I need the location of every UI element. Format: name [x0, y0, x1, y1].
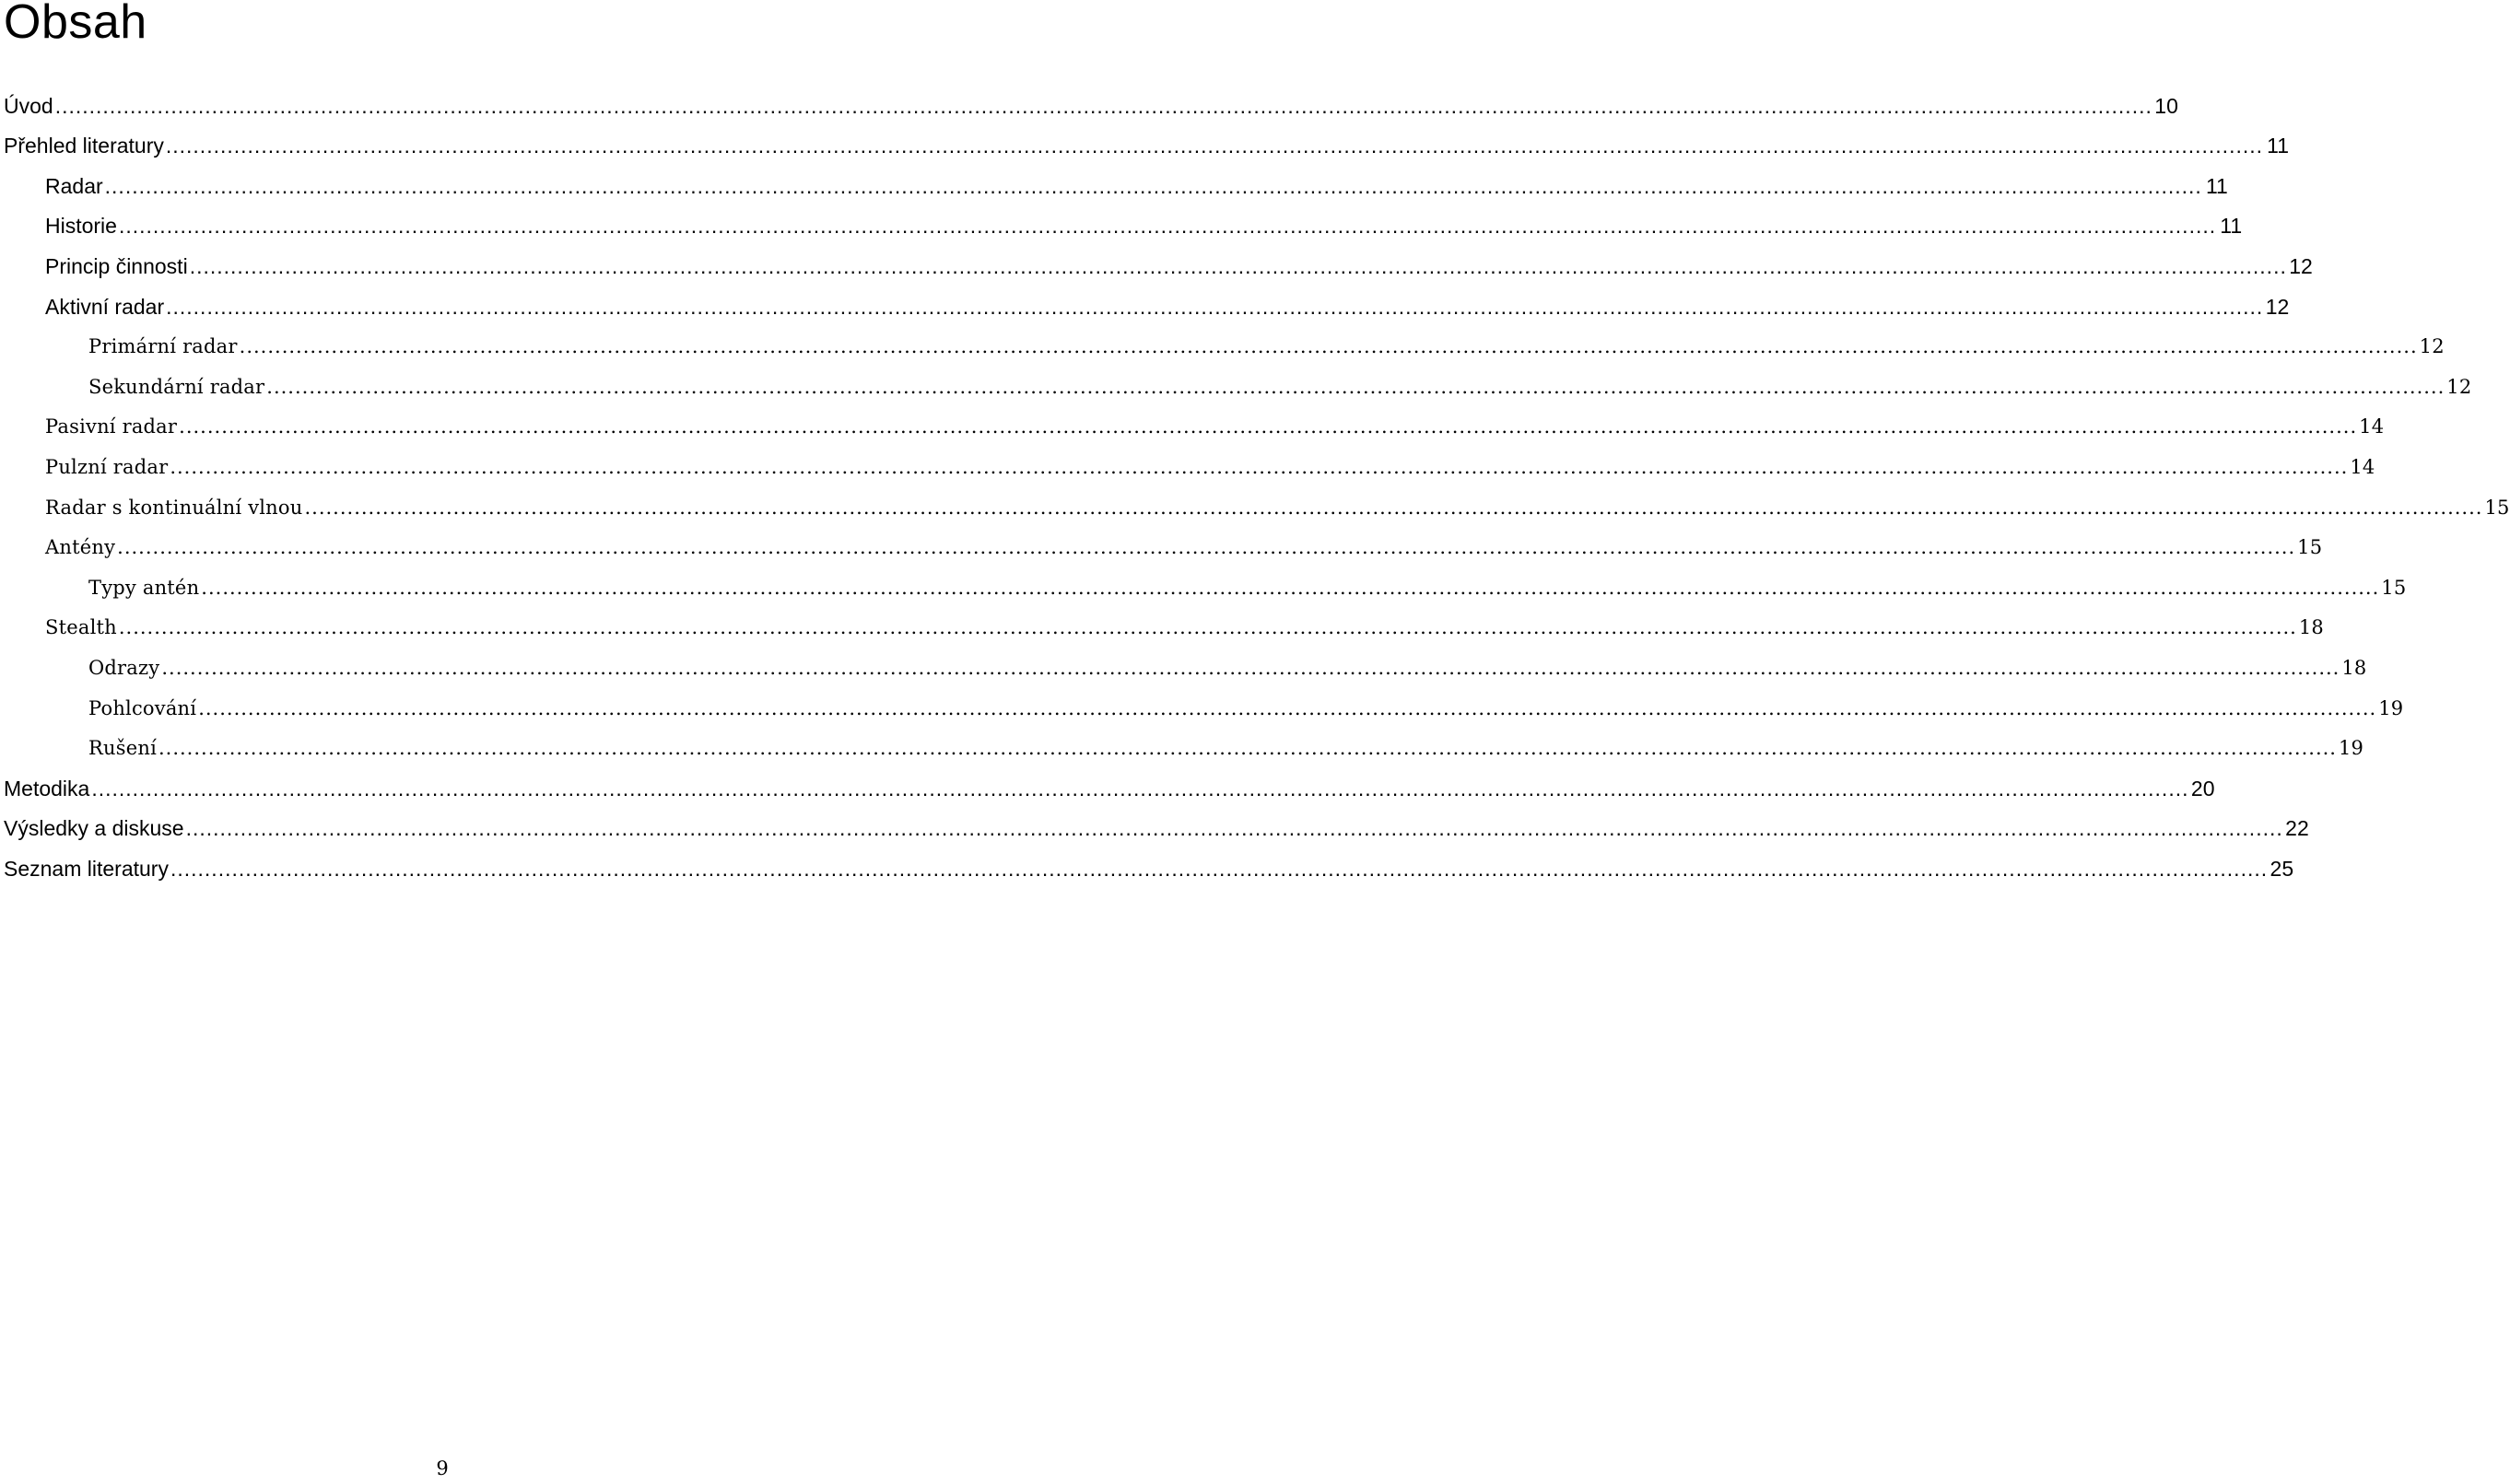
toc-entry-page-number: 14 [2350, 455, 2375, 478]
toc-entry-page-number: 12 [2419, 335, 2445, 358]
toc-entry[interactable] [0, 163, 2228, 204]
toc-dot-leader [119, 613, 2297, 641]
toc-entry[interactable] [0, 565, 2407, 605]
toc-dot-leader [117, 533, 2295, 561]
toc-entry[interactable] [0, 605, 2324, 646]
toc-entry[interactable] [0, 123, 2290, 164]
toc-dot-leader [55, 92, 2152, 120]
toc-entry-label: Odrazy [88, 656, 160, 679]
toc-entry-content [0, 814, 2309, 846]
toc-dot-leader [166, 293, 2263, 321]
toc-entry-content [0, 252, 2313, 284]
toc-dot-leader [105, 172, 2202, 200]
toc-entry-page-number: 25 [2270, 856, 2294, 881]
toc-entry[interactable] [0, 364, 2472, 404]
toc-entry-page-number: 15 [2381, 576, 2407, 599]
toc-entry-label: Radar s kontinuální vlnou [45, 496, 303, 519]
toc-entry-page-number: 10 [2154, 93, 2178, 118]
toc-entry[interactable] [0, 645, 2367, 685]
toc-dot-leader [166, 132, 2263, 159]
toc-entry-label: Typy antén [88, 576, 200, 599]
toc-entry[interactable] [0, 284, 2290, 324]
page-number: 9 [436, 1457, 449, 1479]
toc-entry-label: Stealth [45, 616, 117, 639]
toc-entry[interactable] [0, 806, 2309, 847]
toc-entry-page-number: 18 [2298, 616, 2324, 639]
toc-entry-label: Aktivní radar [45, 294, 165, 319]
toc-entry-label: Pulzní radar [45, 455, 169, 478]
toc-entry-label: Seznam literatury [4, 856, 169, 881]
toc-entry-label: Pasivní radar [45, 415, 178, 438]
toc-dot-leader [158, 734, 2337, 762]
toc-entry-content [0, 533, 2323, 565]
toc-entry-label: Rušení [88, 737, 157, 760]
toc-entry[interactable] [0, 243, 2313, 284]
toc-entry[interactable] [0, 525, 2323, 566]
toc-entry-content [0, 695, 2404, 726]
toc-entry-page-number: 12 [2446, 375, 2472, 398]
toc-entry-label: Primární radar [88, 335, 238, 358]
toc-entry[interactable] [0, 765, 2215, 806]
toc-entry-content [0, 494, 2510, 525]
toc-dot-leader [240, 333, 2418, 360]
toc-entry-label: Pohlcování [88, 696, 197, 719]
toc-entry-label: Antény [45, 536, 116, 559]
toc-entry-content [0, 574, 2407, 605]
toc-dot-leader [304, 494, 2482, 521]
toc-entry-content [0, 453, 2375, 485]
toc-entry[interactable] [0, 444, 2375, 485]
toc-entry-page-number: 14 [2359, 415, 2385, 438]
toc-entry-label: Metodika [4, 776, 90, 800]
toc-entry-label: Sekundární radar [88, 375, 265, 398]
toc-entry[interactable] [0, 204, 2243, 244]
toc-dot-leader [161, 654, 2340, 682]
toc-entry-page-number: 18 [2341, 656, 2367, 679]
toc-dot-leader [190, 252, 2287, 280]
toc-entry[interactable] [0, 83, 2178, 123]
toc-entry-label: Princip činnosti [45, 253, 188, 278]
toc-entry-page-number: 22 [2285, 816, 2309, 841]
toc-entry-label: Přehled literatury [4, 134, 164, 158]
toc-entry-label: Historie [45, 214, 117, 239]
toc-entry-page-number: 12 [2265, 294, 2290, 319]
toc-entry-content [0, 212, 2243, 243]
toc-entry-content [0, 734, 2364, 765]
toc-entry[interactable] [0, 685, 2404, 726]
toc-entry-label: Výsledky a diskuse [4, 816, 184, 841]
toc-dot-leader [170, 453, 2348, 481]
toc-entry-content [0, 373, 2472, 404]
toc-entry-label: Radar [45, 173, 103, 198]
toc-entry-page-number: 19 [2378, 696, 2404, 719]
toc-dot-leader [186, 814, 2283, 842]
table-of-contents [0, 83, 2510, 886]
toc-dot-leader [91, 775, 2188, 802]
toc-entry-page-number: 20 [2190, 776, 2215, 800]
toc-entry-content [0, 333, 2445, 364]
toc-dot-leader [170, 855, 2268, 882]
toc-dot-leader [201, 574, 2379, 602]
toc-dot-leader [179, 413, 2357, 440]
toc-entry-label: Úvod [4, 93, 53, 118]
toc-entry[interactable] [0, 726, 2364, 766]
toc-entry-page-number: 11 [2267, 134, 2290, 158]
toc-entry-page-number: 19 [2338, 737, 2364, 760]
page-title: Obsah [4, 0, 147, 49]
toc-entry-content [0, 654, 2367, 685]
toc-entry[interactable] [0, 404, 2385, 445]
toc-entry-content [0, 855, 2294, 886]
toc-entry-page-number: 12 [2289, 253, 2313, 278]
toc-entry-content [0, 293, 2290, 324]
toc-entry-page-number: 15 [2484, 496, 2510, 519]
toc-dot-leader [119, 212, 2216, 240]
toc-entry-page-number: 15 [2297, 536, 2323, 559]
toc-dot-leader [266, 373, 2445, 401]
toc-entry-content [0, 172, 2228, 204]
toc-dot-leader [198, 695, 2376, 722]
toc-entry-content [0, 132, 2290, 163]
toc-entry-content [0, 92, 2178, 123]
toc-entry[interactable] [0, 324, 2445, 365]
toc-entry-content [0, 613, 2324, 645]
toc-entry-content [0, 413, 2385, 444]
toc-entry-content [0, 775, 2215, 806]
toc-entry[interactable] [0, 485, 2510, 525]
toc-entry-page-number: 11 [2205, 173, 2228, 198]
toc-entry[interactable] [0, 846, 2294, 886]
toc-entry-page-number: 11 [2220, 214, 2243, 239]
